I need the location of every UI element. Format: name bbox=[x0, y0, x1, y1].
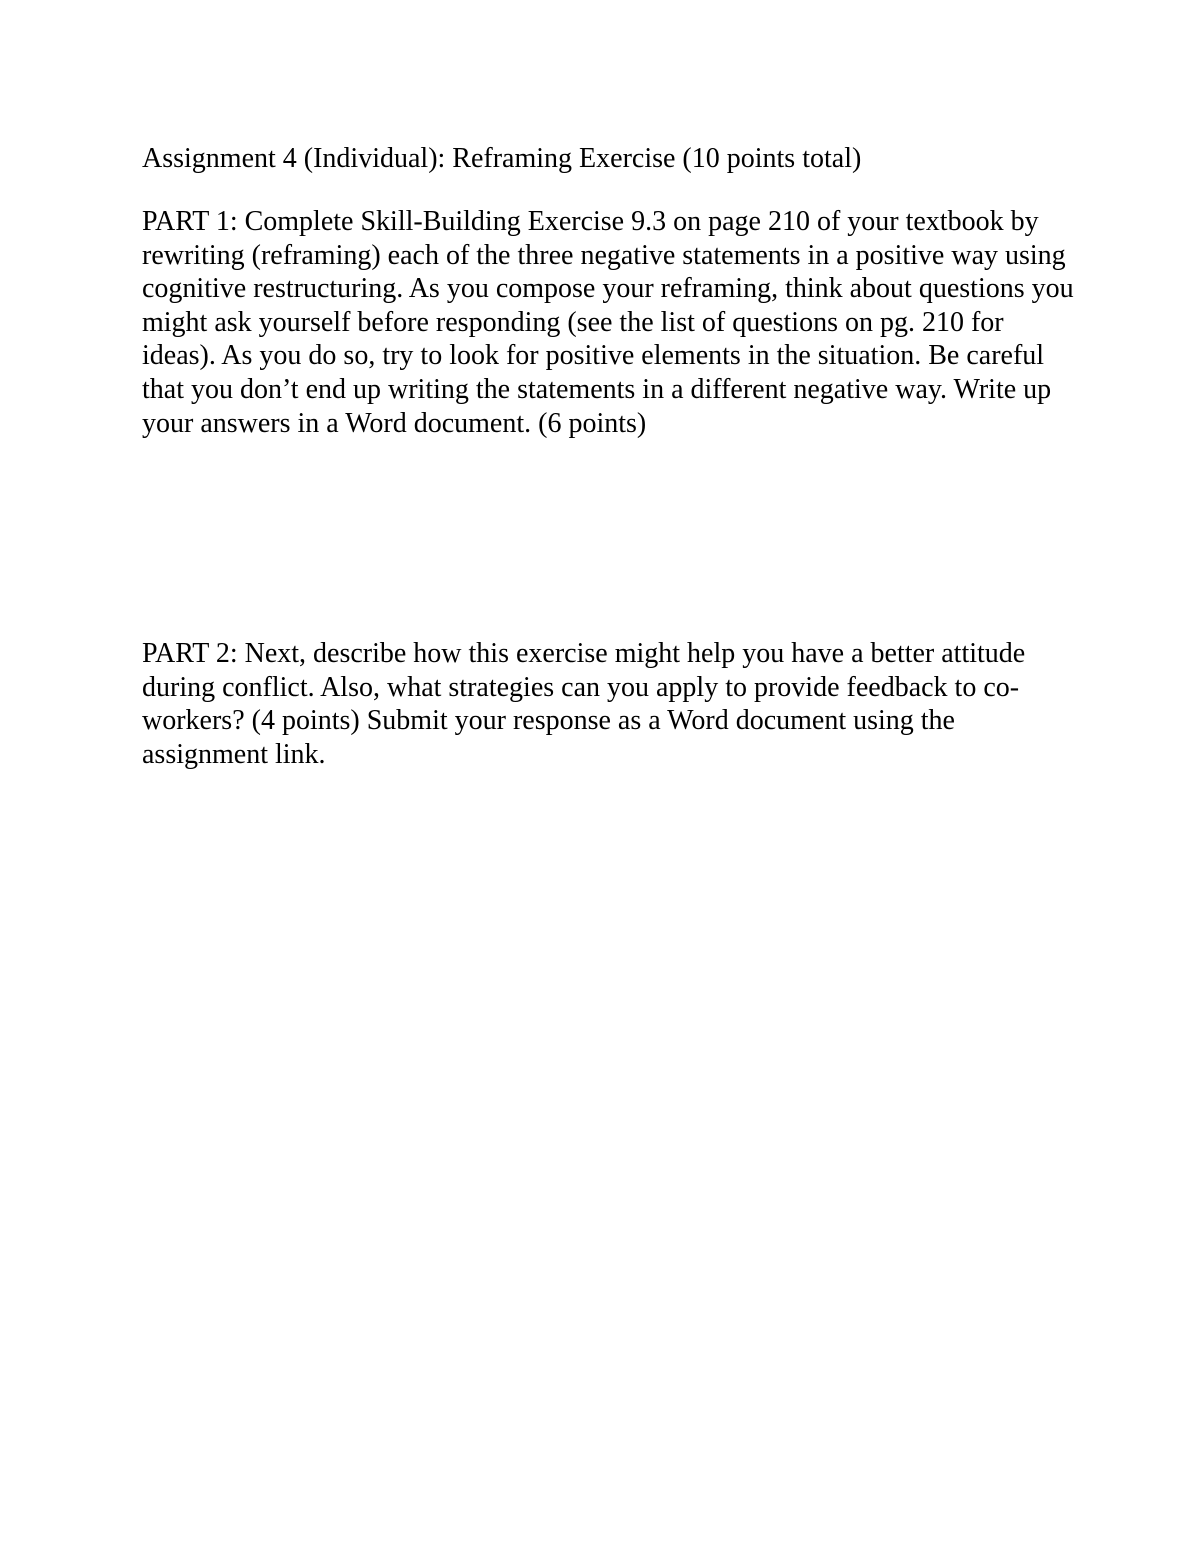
part-2-paragraph: PART 2: Next, describe how this exercise might help you have a better attitude during conflict. Also, what strategies can you apply to provide feedback to co-workers? (4 points) Submit your response as a Word document using the assignment link. bbox=[142, 638, 1026, 770]
part-1-paragraph: PART 1: Complete Skill-Building Exercise 9.3 on page 210 of your textbook by rewriting (reframing) each of the three negative statements in a positive way using cognitive restructuring. As you compose your reframing, think about questions you might ask yourself before responding (see the list of questions on pg. 210 for ideas). As you do so, try to look for positive elements in the situation. Be careful that you don’t end up writing the statements in a different negative way. Write up your answers in a Word document. (6 points) bbox=[142, 206, 1074, 439]
assignment-title: Assignment 4 (Individual): Reframing Exercise (10 points total) bbox=[142, 143, 862, 174]
